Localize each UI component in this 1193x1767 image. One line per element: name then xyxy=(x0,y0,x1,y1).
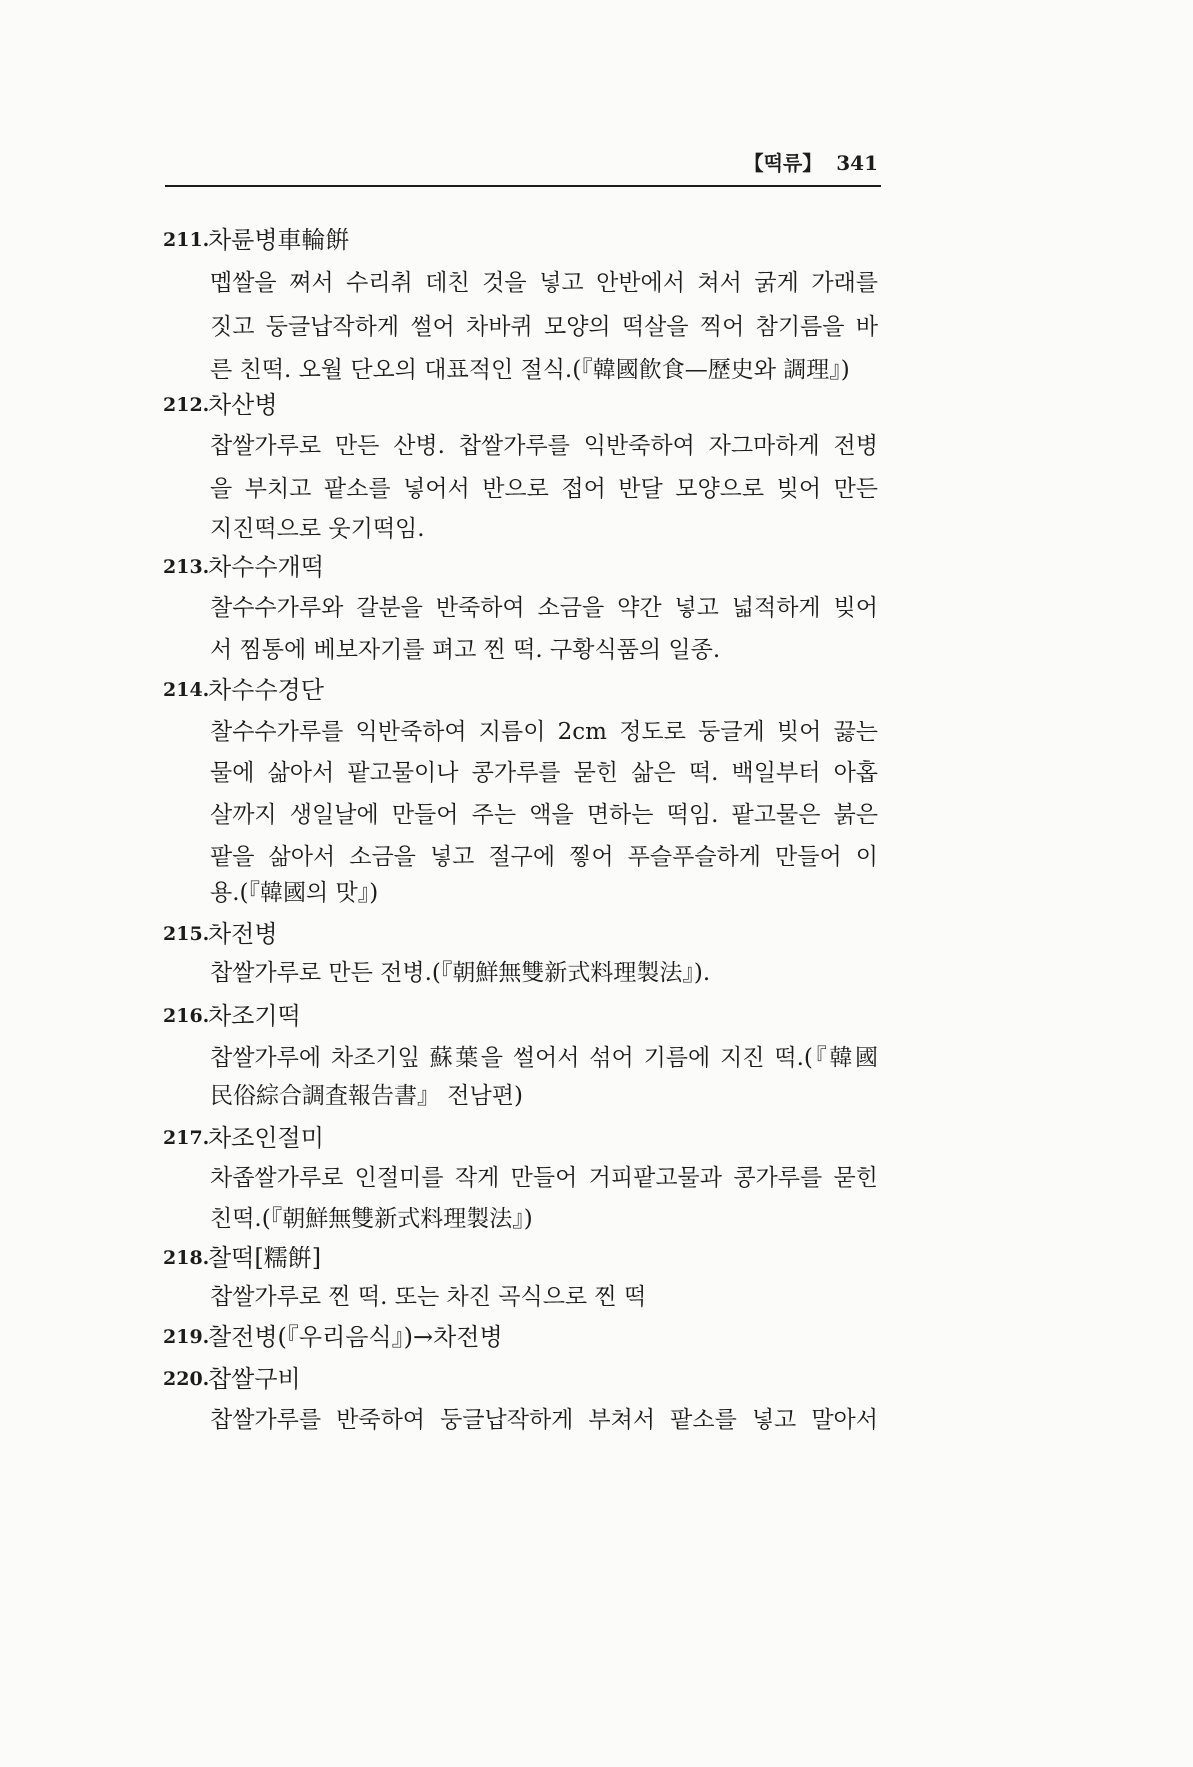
entry-line: 멥쌀을 쪄서 수리취 데친 것을 넣고 안반에서 쳐서 굵게 가래를 xyxy=(210,270,878,296)
entry-line: 을 부치고 팥소를 넣어서 반으로 접어 반달 모양으로 빚어 만든 xyxy=(210,476,878,502)
entry-line: 찰수수가루와 갈분을 반죽하여 소금을 약간 넣고 넓적하게 빚어 xyxy=(210,595,878,621)
entry-line: 팥을 삶아서 소금을 넣고 절구에 찧어 푸슬푸슬하게 만들어 이 xyxy=(210,844,878,870)
entry-headword: 차산병 xyxy=(208,391,278,419)
entry-line: 찹쌀가루로 만든 산병. 찹쌀가루를 익반죽하여 자그마하게 전병 xyxy=(210,433,878,459)
entry-line: 찹쌀가루로 만든 전병.(『朝鮮無雙新式料理製法』). xyxy=(210,960,711,986)
entry-line: 찰수수가루를 익반죽하여 지름이 2cm 정도로 둥글게 빚어 끓는 xyxy=(210,719,878,745)
entry-line: 서 찜통에 베보자기를 펴고 찐 떡. 구황식품의 일종. xyxy=(210,637,721,663)
entry-number: 216. xyxy=(163,1005,210,1027)
entry-number: 219. xyxy=(163,1326,210,1348)
header-rule xyxy=(165,185,881,187)
entry-headword: 찰전병(『우리음식』)→차전병 xyxy=(208,1323,503,1351)
entry-line: 찹쌀가루를 반죽하여 둥글납작하게 부쳐서 팥소를 넣고 말아서 xyxy=(210,1407,878,1433)
entry-number: 214. xyxy=(163,679,210,701)
entry-number: 211. xyxy=(163,229,210,251)
entry-line: 民俗綜合調査報告書』 전남편) xyxy=(210,1083,523,1109)
entry-headword: 차수수개떡 xyxy=(208,553,324,581)
entry-line: 찹쌀가루에 차조기잎 蘇葉을 썰어서 섞어 기름에 지진 떡.(『韓國 xyxy=(210,1045,878,1071)
entry-number: 213. xyxy=(163,556,210,578)
entry-number: 218. xyxy=(163,1247,210,1269)
entry-line: 짓고 둥글납작하게 썰어 차바퀴 모양의 떡살을 찍어 참기름을 바 xyxy=(210,314,878,340)
entry-headword: 차전병 xyxy=(208,920,278,948)
entry-number: 220. xyxy=(163,1368,210,1390)
entry-headword: 차륜병車輪餠 xyxy=(208,226,350,254)
entry-line: 용.(『韓國의 맛』) xyxy=(210,880,379,906)
entry-number: 217. xyxy=(163,1127,210,1149)
entry-headword: 찹쌀구비 xyxy=(208,1365,301,1393)
entry-line: 차좁쌀가루로 인절미를 작게 만들어 거피팥고물과 콩가루를 묻힌 xyxy=(210,1165,878,1191)
entry-line: 찹쌀가루로 찐 떡. 또는 차진 곡식으로 찐 떡 xyxy=(210,1284,647,1310)
entry-number: 212. xyxy=(163,394,210,416)
entry-line: 른 친떡. 오월 단오의 대표적인 절식.(『韓國飮食—歷史와 調理』) xyxy=(210,357,850,383)
entry-line: 물에 삶아서 팥고물이나 콩가루를 묻힌 삶은 떡. 백일부터 아홉 xyxy=(210,760,878,786)
entry-line: 지진떡으로 웃기떡임. xyxy=(210,516,425,542)
entry-headword: 차수수경단 xyxy=(208,676,324,704)
entry-line: 친떡.(『朝鮮無雙新式料理製法』) xyxy=(210,1206,533,1232)
entry-line: 살까지 생일날에 만들어 주는 액을 면하는 떡임. 팥고물은 붉은 xyxy=(210,802,878,828)
entry-headword: 차조인절미 xyxy=(208,1124,324,1152)
entry-headword: 찰떡[糯餠] xyxy=(208,1244,322,1272)
running-header xyxy=(744,148,878,178)
entry-headword: 차조기떡 xyxy=(208,1002,301,1030)
entry-number: 215. xyxy=(163,923,210,945)
page-number: 341 xyxy=(836,151,878,175)
section-title: 【떡류】 xyxy=(743,151,823,175)
